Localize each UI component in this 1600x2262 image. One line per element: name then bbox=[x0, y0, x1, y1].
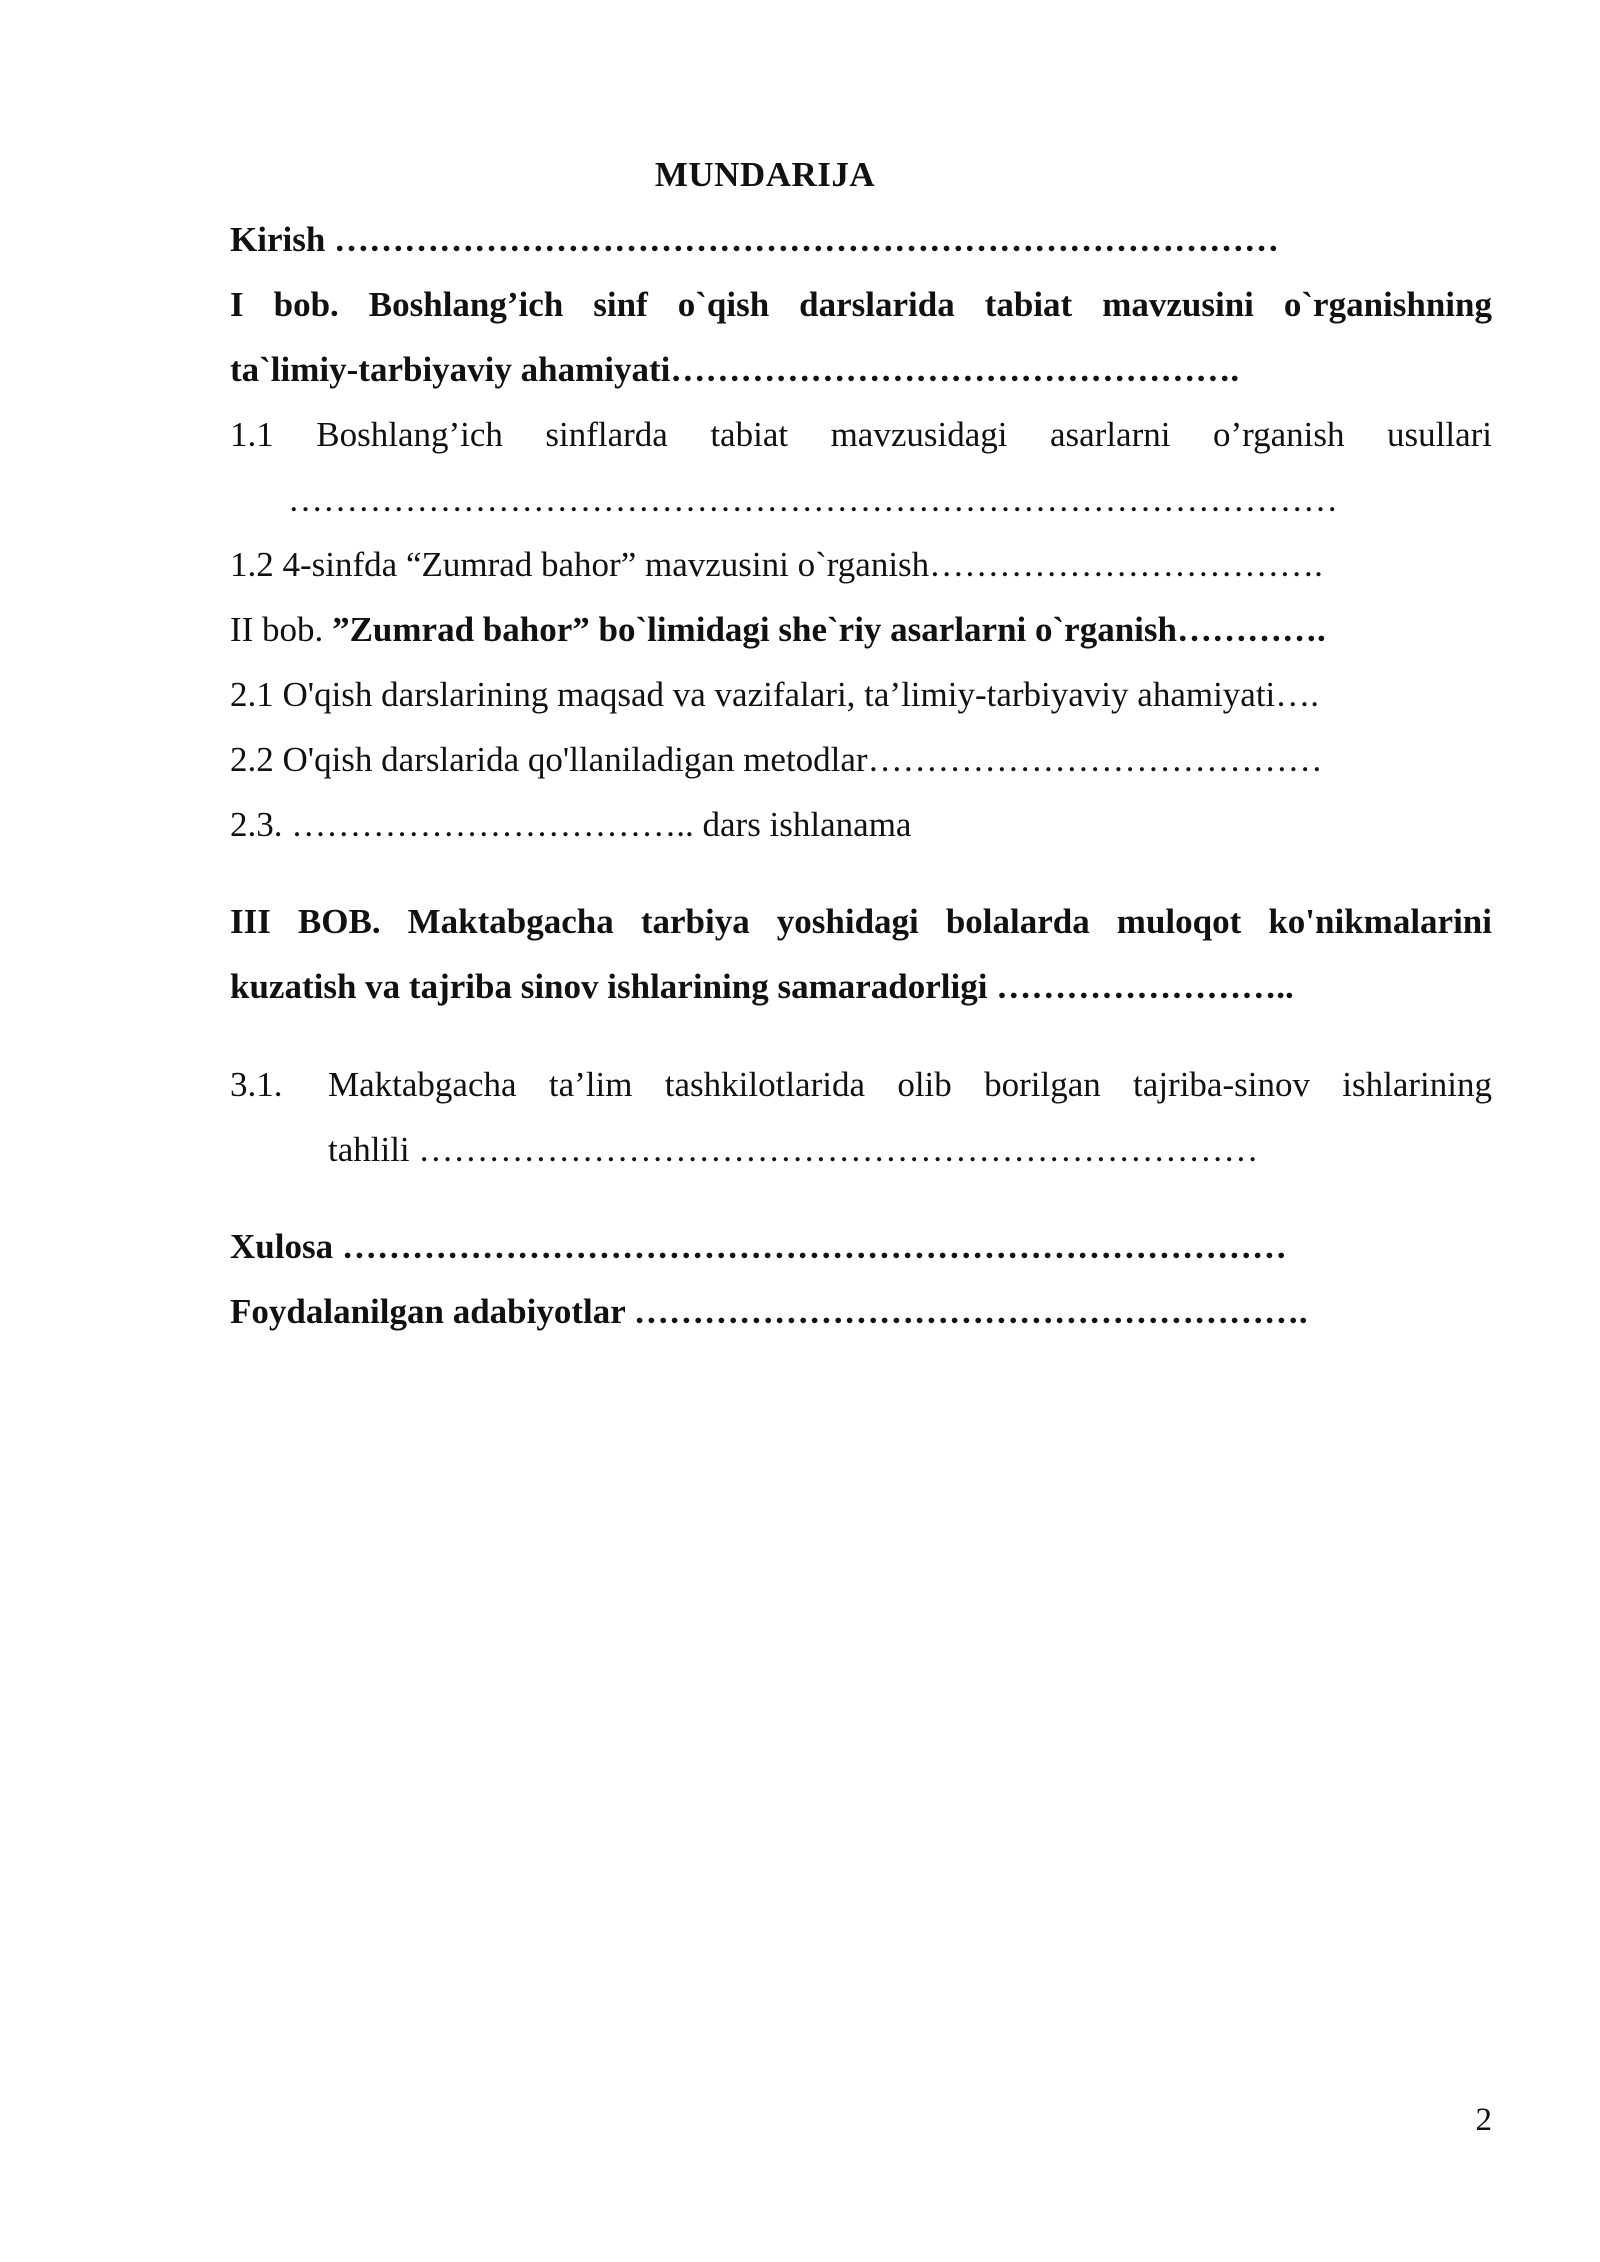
toc-entry-bob3-line2: kuzatish va tajriba sinov ishlarining samaradorligi …………………….. bbox=[230, 967, 1294, 1006]
toc-entry-bob1-line2: ta`limiy-tarbiyaviy ahamiyati…………………………………………. bbox=[230, 350, 1240, 389]
toc-entry-1-1-line1: 1.1 Boshlang’ich sinflarda tabiat mavzusidagi asarlarni o’rganish usullari bbox=[230, 415, 1492, 454]
toc-entry-2-1: 2.1 O'qish darslarining maqsad va vazifalari, ta’limiy-tarbiyaviy ahamiyati…. bbox=[230, 675, 1320, 714]
toc-entry-2-2: 2.2 O'qish darslarida qo'llaniladigan metodlar………………………………… bbox=[230, 740, 1323, 779]
toc-entry-bob2 bbox=[230, 605, 1492, 655]
toc-entry-bob1-line1: I bob. Boshlang’ich sinf o`qish darslarida tabiat mavzusini o`rganishning bbox=[230, 285, 1492, 324]
toc-entry-bob2-title: ”Zumrad bahor” bo`limidagi she`riy asarlarni o`rganish…………. bbox=[332, 610, 1326, 649]
toc-entry-adabiyotlar: Foydalanilgan adabiyotlar …………………………………………………. bbox=[230, 1292, 1308, 1331]
toc-entry-bob2-prefix: II bob. bbox=[230, 610, 333, 649]
toc-entry-2-3: 2.3. …………………………….. dars ishlanama bbox=[230, 805, 912, 844]
toc-entry-kirish: Kirish ……………………………………………………………………… bbox=[230, 220, 1280, 259]
toc-entry-bob3-line1: III BOB. Maktabgacha tarbiya yoshidagi bolalarda muloqot ko'nikmalarini bbox=[230, 902, 1492, 941]
toc-entry-1-2: 1.2 4-sinfda “Zumrad bahor” mavzusini o`rganish……………………………. bbox=[230, 545, 1323, 584]
toc-entry-xulosa: Xulosa ……………………………………………………………………… bbox=[230, 1227, 1287, 1266]
page-number: 2 bbox=[1475, 2102, 1492, 2138]
toc-entry-3-1-line2: tahlili ……………………………………………………………… bbox=[328, 1130, 1259, 1169]
toc-entry-1-1-line2: ……………………………………………………………………………… bbox=[288, 480, 1338, 519]
page-title: MUNDARIJA bbox=[654, 155, 876, 194]
toc-entry-3-1-line1: Maktabgacha ta’lim tashkilotlarida olib borilgan tajriba-sinov ishlarining bbox=[328, 1065, 1492, 1104]
toc-entry-3-1-number: 3.1. bbox=[230, 1065, 283, 1104]
